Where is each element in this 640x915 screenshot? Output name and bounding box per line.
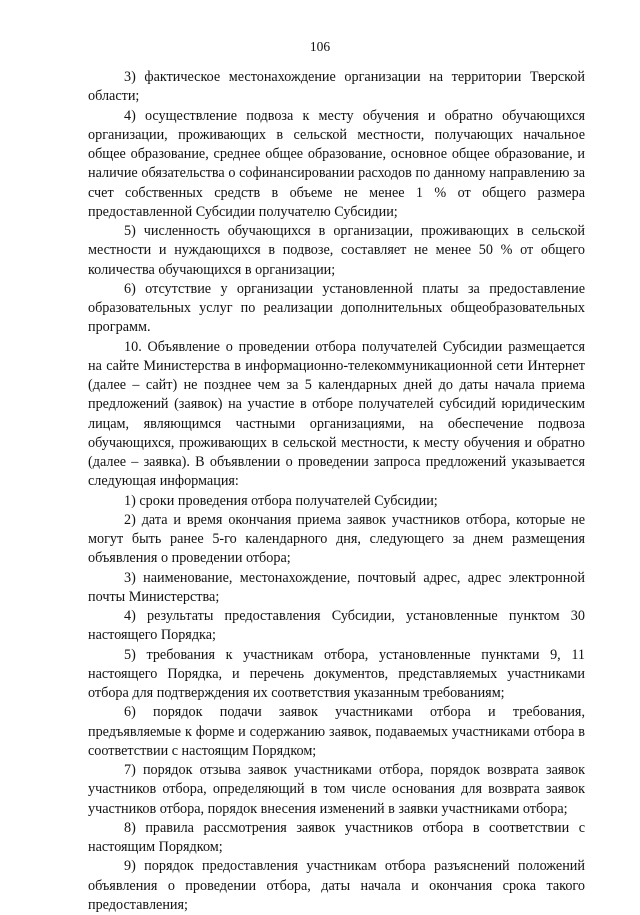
page-number: 106 [309, 39, 331, 54]
paragraph: 6) отсутствие у организации установленной платы за предоставление образовательных услуг по реализации дополнительных общеобразовательных программ. [88, 280, 585, 336]
paragraph: 3) наименование, местонахождение, почтовый адрес, адрес электронной почты Министерства; [88, 569, 585, 605]
paragraph: 8) правила рассмотрения заявок участников отбора в соответствии с настоящим Порядком; [88, 819, 585, 855]
document-body [88, 68, 585, 915]
paragraph: 5) численность обучающихся в организации, проживающих в сельской местности и нуждающихся в подвозе, составляет не менее 50 % от общего количества обучающихся в организации; [88, 223, 585, 278]
paragraph: 4) результаты предоставления Субсидии, установленные пунктом 30 настоящего Порядка; [88, 608, 585, 644]
paragraph: 3) фактическое местонахождение организации на территории Тверской области; [88, 69, 585, 105]
paragraph: 4) осуществление подвоза к месту обучения и обратно обучающихся организации, проживающих в сельской местности, получающих начальное общее образование, среднее общее образование, основное общее образование, и наличие обязательства о софинансировании расходов по данному направлению за счет собственных средств в объеме не менее 1 % от общего размера предоставленной Субсидии получателю Субсидии; [88, 107, 585, 220]
paragraph: 9) порядок предоставления участникам отбора разъяснений положений объявления о проведении отбора, даты начала и окончания срока такого предоставления; [88, 858, 585, 913]
paragraph: 1) сроки проведения отбора получателей Субсидии; [124, 492, 438, 509]
paragraph: 10. Объявление о проведении отбора получателей Субсидии размещается на сайте Министерства в информационно-телекоммуникационной сети Интернет (далее – сайт) не позднее чем за 5 календарных дней до даты начала приема предложений (заявок) на участие в отборе получателей субсидий юридическим лицам, являющимся частными организациями, на обеспечение подвоза обучающихся, проживающих в сельской местности, к месту обучения и обратно (далее – заявка). В объявлении о проведении запроса предложений указывается следующая информация: [88, 338, 585, 490]
paragraph: 5) требования к участникам отбора, установленные пунктами 9, 11 настоящего Порядка, и перечень документов, представляемых участниками отбора для подтверждения их соответствия указанным требованиям; [88, 646, 585, 701]
paragraph: 7) порядок отзыва заявок участниками отбора, порядок возврата заявок участников отбора, определяющий в том числе основания для возврата заявок участников отбора, порядок внесения изменений в заявки участниками отбора; [88, 762, 585, 817]
paragraph: 2) дата и время окончания приема заявок участников отбора, которые не могут быть ранее 5-го календарного дня, следующего за днем размещения объявления о проведении отбора; [88, 511, 585, 567]
paragraph: 6) порядок подачи заявок участниками отбора и требования, предъявляемые к форме и содержанию заявок, подаваемых участниками отбора в соответствии с настоящим Порядком; [88, 704, 585, 759]
